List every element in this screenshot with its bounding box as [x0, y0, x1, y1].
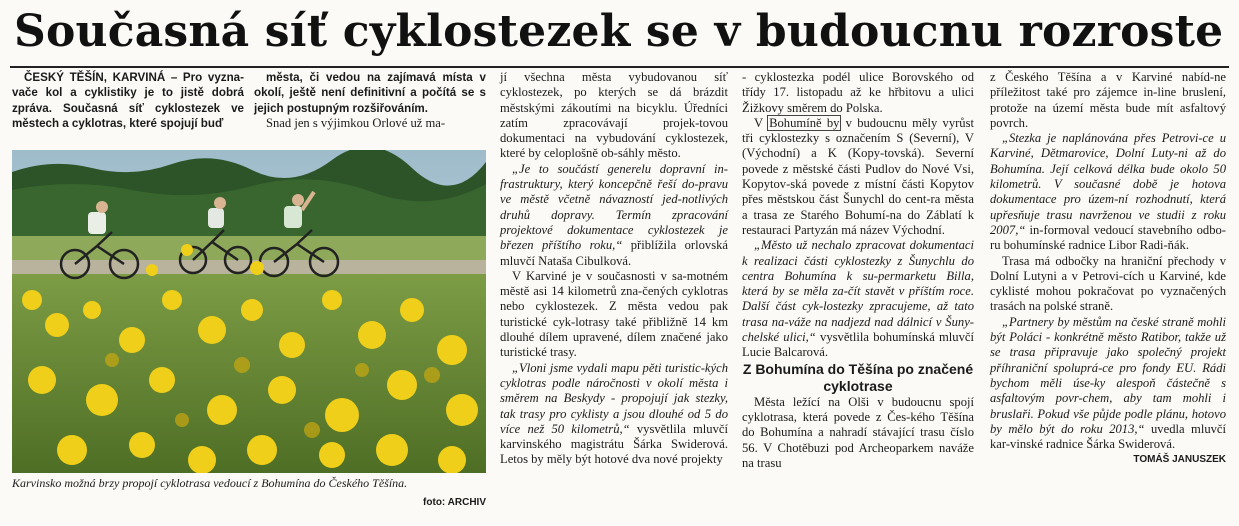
col5-quote-2: „Partnery by městům na české straně mohli být Poláci - konkrétně město Ratibor, takže už se trasa připravuje jako společný projekt příhraniční spoluprá-ce pro fondy EU. Rádi bychom měli úse-ky alespoň částečně s asfaltovým povr-chem, aby tam mohli i bruslaři. Pokud vše půjde podle plánu, hotovo by mělo být do roku 2013,“ [990, 314, 1226, 436]
col5-quote-1-attribution: in-formoval vedoucí stavebního odbo-ru bohumínské radnice Libor Radi-ňák. [990, 222, 1226, 253]
lead-column-1 [12, 70, 244, 131]
body-column-4 [742, 70, 974, 471]
highlighted-text: Bohumíně by [769, 115, 840, 130]
col4-paragraph-1: - cyklostezka podél ulice Borovského od třídy 17. listopadu až ke hřbitovu a ulici Žižkovy směrem do Polska. [742, 70, 974, 115]
cyclists-photo [12, 150, 486, 473]
col4-paragraph-2-rest: v budoucnu měly vyrůst tři cyklostezky s označením S (Severní), V (Východní) a K (Kopy-tovská). Severní povede z městské části Pudlov do Nové Vsi, Kopytov-ská povede z místní části Kopytov přes městskou část Šunychl do cent-ra města a trasa ze Starého Bohumí-na do Záblatí k restauraci Partyzán má název Východní. [742, 115, 975, 237]
col3-quote-2: „Vloni jsme vydali mapu pěti turistic-kých cyklotras podle náročnosti v okolí města i směrem na Beskydy - propojují jak stezky, tak trasy pro cyklisty a jsou dlouhé od 5 do více než 50 kilometrů,“ [500, 360, 728, 436]
col4-quote-1: „Město už nechalo zpracovat dokumentaci k realizaci části cyklostezky z Šunychlu do centra Bohumína k su-permarketu Billa, která by se měla za-čít stavět v příštím roce. Další část cyk-lostezky zpracujeme, až tato trasa na-váže na nadjezd nad dálnicí v Šuny-chelské ulici,“ [742, 238, 974, 345]
lead-place: ČESKÝ TĚŠÍN, KARVINÁ [24, 71, 166, 84]
col3-paragraph-1: jí všechna města vybudovanou síť cyklostezek, po kterých se dá brázdit městskými zákoutími na bicyklu. Úředníci zatím zpracovávají projek-tovou dokumentaci na vybudování cyklostezek, které by celoplošně ob-sáhly město. [500, 70, 728, 161]
photo-credit: foto: ARCHIV [423, 497, 486, 508]
col4-paragraph-2-start: V [754, 115, 769, 130]
col3-quote-2-attribution: vysvětlila mluvčí karvinského magistrátu Šárka Swiderová. Letos by měly být hotové dva nové projekty [500, 421, 728, 467]
col4-paragraph-3: Města ležící na Olši v budoucnu spojí cyklotrasa, která povede z Čes-kého Těšína do Bohumína a nahradí stávající trasu číslo 56. V Chotěbuzi pod Archeoparkem naváže na trasu [742, 394, 974, 470]
col3-quote-1: „Je to součástí generelu dopravní in-frastruktury, který koncepčně řeší do-pravu ve městě včetně návazností jed-notlivých druhů dopravy. Termín zpracování projektové dokumentace cyklostezek je březen příštího roku,“ [500, 161, 728, 253]
lead-text-a: – Pro vyzna-vače kol a cyklistiky je to jistě dobrá zpráva. Současná síť cyklostezek ve městech a cyklotras, které spojují buď [12, 71, 244, 130]
col5-quote-2-attribution: uvedla mluvčí kar-vinské radnice Šárka Swiderová. [990, 421, 1227, 452]
col4-quote-1-attribution: vysvětlila bohumínská mluvčí Lucie Balcarová. [742, 330, 974, 360]
body-column-5 [990, 70, 1226, 468]
col2-paragraph: Snad jen s výjimkou Orlové už ma- [266, 115, 446, 130]
body-column-2 [254, 70, 486, 131]
col5-paragraph-1: z Českého Těšína a v Karviné nabíd-ne příležitost také pro zájemce in-line bruslení, protože na území města bude mít asfaltový povrch. [990, 70, 1226, 130]
col3-paragraph-2: V Karviné je v současnosti v sa-motném městě asi 14 kilometrů zna-čených cyklotras nebo cyklostezek. Z města vedou pak turistické cyk-lotrasy také přibližně 14 km dlouhé dílem upravené, dílem značené jako turistické trasy. [500, 268, 728, 360]
col3-quote-1-attribution: přiblížila orlovská mluvčí Nataša Cibulková. [500, 238, 728, 268]
cyclists-photo-image [12, 150, 486, 473]
col5-paragraph-2: Trasa má odbočky na hraniční přechody v Dolní Lutyni a v Petrovi-cích u Karviné, kde cyklisté mohou pokračovat po vyznačených trasách na polské straně. [990, 253, 1226, 314]
body-column-3 [500, 70, 728, 468]
headline: Současná síť cyklostezek se v budoucnu rozroste [14, 6, 1224, 57]
headline-rule [10, 66, 1229, 68]
photo-caption: Karvinsko možná brzy propojí cyklotrasa vedoucí z Bohumína do Českého Těšína. [12, 476, 408, 490]
lead-text-b: města, či vedou na zajímavá místa v okolí, ještě není definitivní a počítá se s jejich postupným rozšiřováním. [254, 71, 486, 115]
author-byline: TOMÁŠ JANUSZEK [1133, 454, 1226, 466]
col5-quote-1: „Stezka je naplánována přes Petrovi-ce u Karviné, Dětmarovice, Dolní Luty-ni až do Bohumína. Její celková délka bude okolo 50 kilometrů. V současné době je hotova dokumentace pro územ-ní rozhodnutí, která upřesňuje trasu navrženou ve studii z roku 2007,“ [990, 131, 1226, 237]
subheading: Z Bohumína do Těšína po značené cyklotrase [742, 360, 974, 394]
